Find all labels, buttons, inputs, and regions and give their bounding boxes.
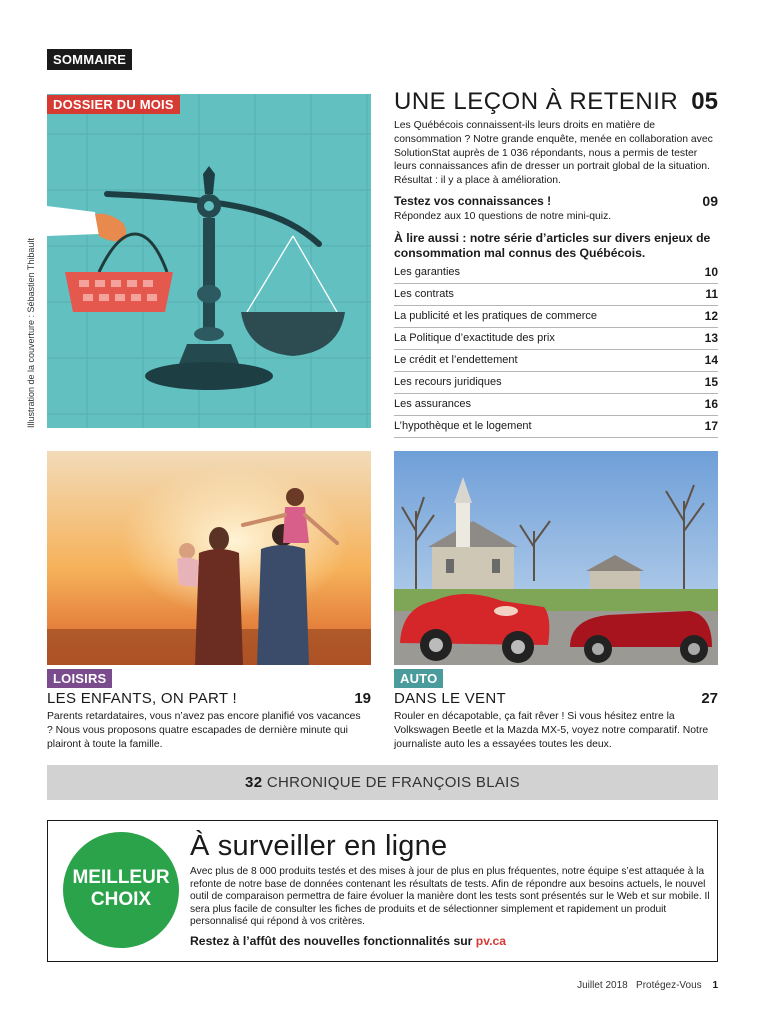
auto-page-number: 27 — [701, 690, 718, 707]
online-cta-text: Restez à l’affût des nouvelles fonctionnalités sur — [190, 934, 476, 948]
toc-item[interactable] — [394, 373, 718, 394]
family-photo-graphic — [47, 451, 371, 665]
toc-item-page: 13 — [704, 331, 718, 345]
toc-item-label: L’hypothèque et le logement — [394, 420, 532, 432]
family-sunset-photo[interactable] — [47, 451, 371, 665]
toc-item-page: 12 — [704, 309, 718, 323]
also-read-heading: À lire aussi : notre série d’articles sur divers enjeux de consommation mal connus des Québécois. — [394, 231, 711, 260]
loisirs-title[interactable]: LES ENFANTS, ON PART ! — [47, 690, 237, 707]
online-cta — [190, 934, 506, 948]
page-footer — [577, 980, 718, 991]
toc-item[interactable] — [394, 329, 718, 350]
toc-item-page: 11 — [705, 287, 718, 301]
scale-illustration — [47, 94, 371, 428]
section-label: SOMMAIRE — [47, 49, 132, 70]
toc-item-label: Les garanties — [394, 266, 461, 278]
lead-page-number: 05 — [691, 88, 718, 115]
toc-item-label: Les recours juridiques — [394, 376, 502, 388]
cars-photo-graphic — [394, 451, 718, 665]
toc-item[interactable] — [394, 285, 718, 306]
toc-item-label: Le crédit et l’endettement — [394, 354, 518, 366]
issue-date: Juillet 2018 — [577, 980, 628, 991]
toc-item-page: 14 — [704, 353, 718, 367]
chronique-bar[interactable] — [47, 765, 718, 800]
toc-item[interactable] — [394, 351, 718, 372]
cover-credit: Illustration de la couverture : Sébastien Thibault — [26, 238, 36, 428]
toc-item-page: 16 — [704, 397, 718, 411]
online-body: Avec plus de 8 000 produits testés et des mises à jour de plus en plus fréquentes, notre équipe s’est attaquée à la refonte de notre base de données contenant les résultats de tests. Afin de répondre aux besoins actuels, le nouvel outil de comparaison permettra de faire évoluer la manière dont les tests sont présentés sur le Web et sur mobile. Il sera plus facile de consulter les fiches de produits et de sélectionner simplement et rapidement un produit personnalisé qui répond à vos critères. — [190, 866, 710, 928]
loisirs-summary: Parents retardataires, vous n’avez pas encore planifié vos vacances ? Nous vous proposons quatre escapades de dernière minute qui plairont à toute la famille. — [47, 711, 361, 750]
badge-line-2: CHOIX — [90, 889, 152, 910]
chronique-label: CHRONIQUE DE FRANÇOIS BLAIS — [266, 774, 520, 791]
auto-title[interactable]: DANS LE VENT — [394, 690, 506, 707]
toc-item[interactable] — [394, 417, 718, 438]
auto-summary: Rouler en décapotable, ça fait rêver ! Si vous hésitez entre la Volkswagen Beetle et la Mazda MX-5, voyez notre comparatif. Notre journaliste auto les a essayées toutes les deux. — [394, 711, 709, 750]
quiz-page-number: 09 — [702, 193, 718, 209]
pv-ca-link[interactable]: pv.ca — [475, 934, 507, 948]
badge-line-1: MEILLEUR — [72, 867, 170, 888]
toc-item-label: Les contrats — [394, 288, 454, 300]
page-number: 1 — [712, 980, 718, 991]
toc-item-label: Les assurances — [394, 398, 472, 410]
meilleur-choix-badge — [63, 832, 179, 948]
toc-item[interactable] — [394, 395, 718, 416]
cover-illustration — [47, 94, 371, 428]
article-list — [394, 263, 718, 439]
dossier-tag: DOSSIER DU MOIS — [47, 95, 180, 114]
toc-item[interactable] — [394, 263, 718, 284]
lead-title[interactable]: UNE LEÇON À RETENIR — [394, 88, 679, 115]
quiz-title[interactable]: Testez vos connaissances ! — [394, 194, 552, 208]
online-title: À surveiller en ligne — [190, 830, 448, 862]
loisirs-page-number: 19 — [354, 690, 371, 707]
loisirs-tag: LOISIRS — [47, 669, 112, 688]
lead-summary: Les Québécois connaissent-ils leurs droits en matière de consommation ? Notre grande enquête, menée en collaboration avec SolutionStat auprès de 1 036 répondants, nous a permis de tester leurs connaissances afin de dresser un portrait global de la situation. Résultat : il y a place à amélioration. — [394, 120, 713, 187]
toc-item-page: 10 — [704, 265, 718, 279]
convertible-cars-photo[interactable] — [394, 451, 718, 665]
toc-item-label: La Politique d’exactitude des prix — [394, 332, 555, 344]
toc-item-page: 17 — [704, 419, 718, 433]
toc-item-page: 15 — [704, 375, 718, 389]
magazine-name: Protégez-Vous — [636, 980, 702, 991]
chronique-page-number: 32 — [245, 774, 263, 791]
auto-tag: AUTO — [394, 669, 443, 688]
toc-item-label: La publicité et les pratiques de commerce — [394, 310, 597, 322]
quiz-subtitle: Répondez aux 10 questions de notre mini-quiz. — [394, 211, 612, 222]
toc-item[interactable] — [394, 307, 718, 328]
